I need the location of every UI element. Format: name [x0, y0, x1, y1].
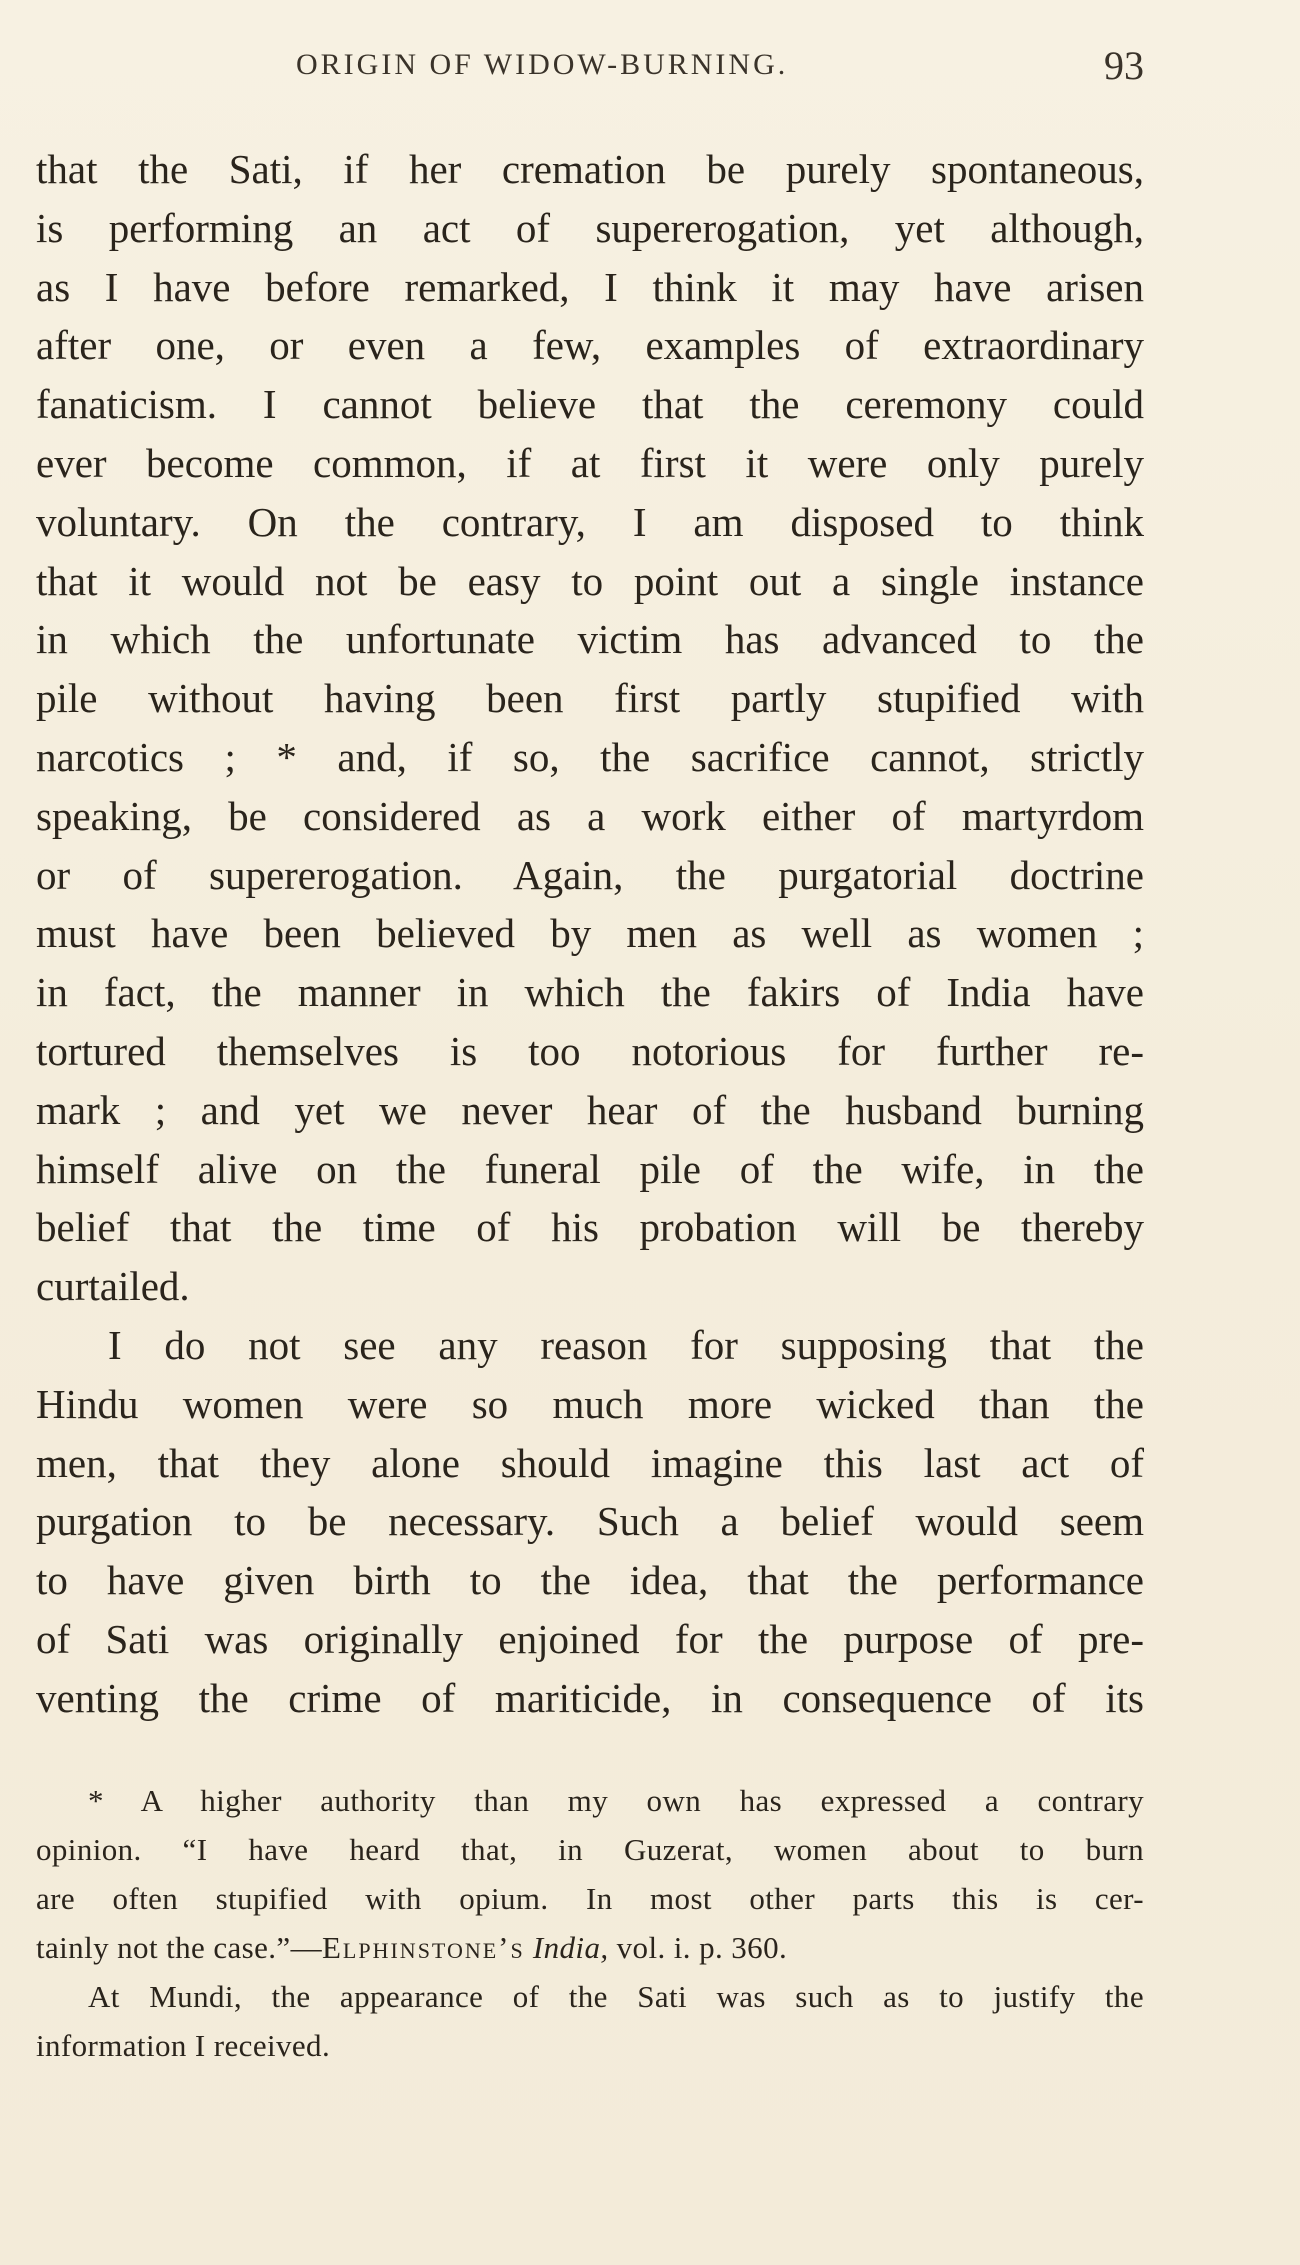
footnote-text: tainly not the case.”—	[36, 1930, 322, 1965]
body-line: that the Sati, if her cremation be purely spontaneous,	[36, 146, 1144, 192]
body-line: must have been believed by men as well as women ;	[36, 910, 1144, 957]
footnote-citation-line	[36, 1923, 1144, 1972]
footnote-line: At Mundi, the appearance of the Sati was such as to justify the	[88, 1979, 1144, 2014]
body-line: himself alive on the funeral pile of the wife, in the	[36, 1145, 1144, 1192]
body-text	[36, 140, 1144, 1728]
body-line: tortured themselves is too notorious for further re-	[36, 1027, 1144, 1074]
body-line: that it would not be easy to point out a single instance	[36, 557, 1144, 604]
body-line: is performing an act of supererogation, yet although,	[36, 204, 1144, 251]
body-line: as I have before remarked, I think it may have arisen	[36, 263, 1144, 310]
body-line: belief that the time of his probation will be thereby	[36, 1204, 1144, 1251]
running-title: ORIGIN OF WIDOW-BURNING.	[296, 48, 789, 81]
body-line: I do not see any reason for supposing that the	[108, 1321, 1144, 1368]
body-line: narcotics ; * and, if so, the sacrifice cannot, strictly	[36, 733, 1144, 780]
body-line: or of supererogation. Again, the purgatorial doctrine	[36, 851, 1144, 898]
citation-title: India,	[532, 1930, 609, 1965]
body-line: purgation to be necessary. Such a belief would seem	[36, 1498, 1144, 1545]
footnote-line: * A higher authority than my own has expressed a contrary	[88, 1783, 1144, 1818]
citation-reference: vol. i. p. 360.	[616, 1930, 788, 1965]
body-line: to have given birth to the idea, that the performance	[36, 1557, 1144, 1604]
body-line: pile without having been first partly stupified with	[36, 675, 1144, 722]
body-line: speaking, be considered as a work either of martyrdom	[36, 792, 1144, 839]
footnote-line: are often stupified with opium. In most other parts this is cer-	[36, 1881, 1144, 1916]
running-head	[36, 42, 1144, 92]
body-line: men, that they alone should imagine this last act of	[36, 1439, 1144, 1486]
body-line: of Sati was originally enjoined for the purpose of pre-	[36, 1615, 1144, 1662]
page-number: 93	[1104, 43, 1144, 88]
body-line: after one, or even a few, examples of extraordinary	[36, 322, 1144, 369]
footnote-line: information I received.	[36, 2028, 331, 2063]
body-line: in fact, the manner in which the fakirs of India have	[36, 969, 1144, 1016]
citation-author: Elphinstone’s	[321, 1930, 525, 1965]
body-line: voluntary. On the contrary, I am disposed to think	[36, 498, 1144, 545]
body-line: venting the crime of mariticide, in consequence of its	[36, 1674, 1144, 1721]
body-line: in which the unfortunate victim has advanced to the	[36, 616, 1144, 663]
body-line: mark ; and yet we never hear of the husband burning	[36, 1086, 1144, 1133]
body-line: curtailed.	[36, 1263, 190, 1310]
body-line: ever become common, if at first it were only purely	[36, 439, 1144, 486]
footnote	[36, 1776, 1144, 2070]
body-line: Hindu women were so much more wicked than the	[36, 1380, 1144, 1427]
body-line: fanaticism. I cannot believe that the ceremony could	[36, 381, 1144, 428]
footnote-line: opinion. “I have heard that, in Guzerat, women about to burn	[36, 1832, 1144, 1867]
